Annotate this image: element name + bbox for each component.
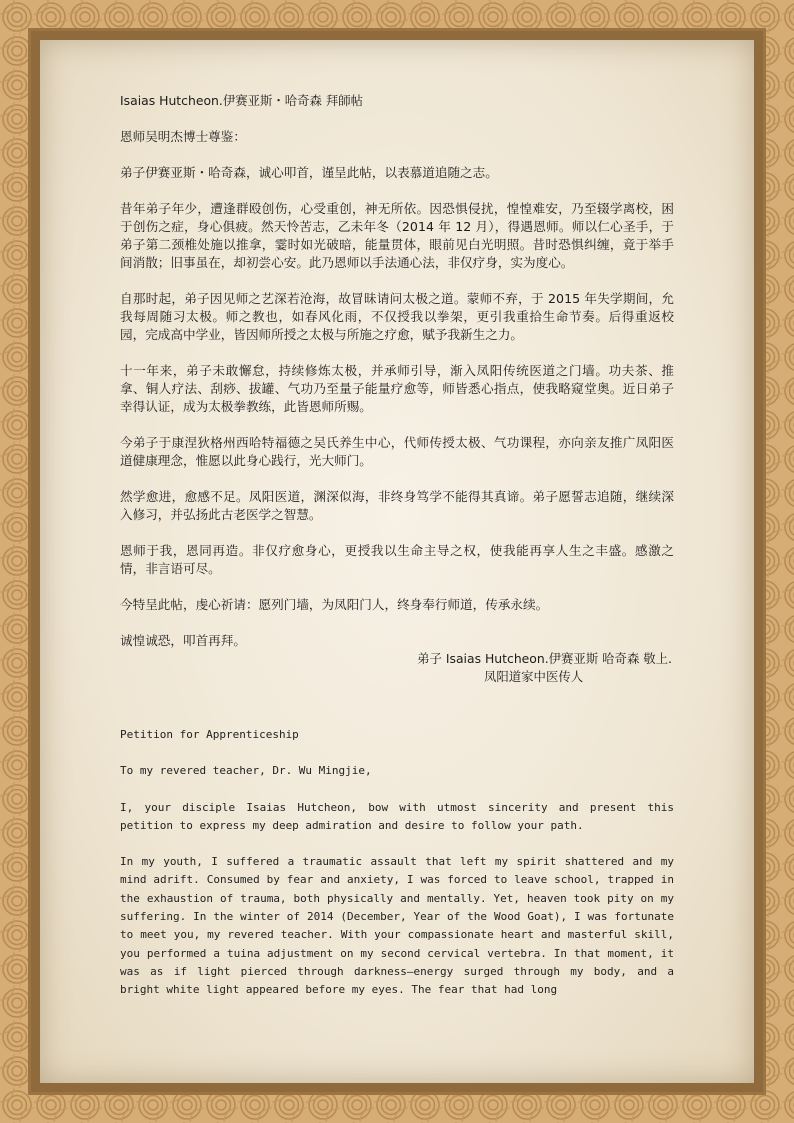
letter-body xyxy=(120,92,674,1000)
zh-salutation: 恩师吴明杰博士尊鉴： xyxy=(120,129,246,144)
en-title: Petition for Apprenticeship xyxy=(120,728,299,741)
zh-paragraph: 然学愈进，愈感不足。凤阳医道，渊深似海，非终身笃学不能得其真谛。弟子愿誓志追随，继续深入修习，并弘扬此古老医学之智慧。 xyxy=(120,489,674,522)
zh-paragraph: 今特呈此帖，虔心祈请：愿列门墙，为凤阳门人，终身奉行师道，传承永续。 xyxy=(120,597,549,612)
zh-paragraph: 自那时起，弟子因见师之艺深若沧海，故冒昧请问太极之道。蒙师不弃，于 2015 年失学期间，允我每周随习太极。师之教也，如春风化雨，不仅授我以拳架，更引我重拾生命节奏。后得重返校园，完成高中学业，皆因师所授之太极与所施之疗愈，赋予我新生之力。 xyxy=(120,291,674,342)
zh-paragraph: 弟子伊赛亚斯・哈奇森，诚心叩首，谨呈此帖，以表慕道追随之志。 xyxy=(120,165,498,180)
zh-paragraph: 十一年来，弟子未敢懈怠，持续修炼太极，并承师引导，渐入凤阳传统医道之门墙。功夫茶、推拿、铜人疗法、刮痧、拔罐、气功乃至量子能量疗愈等，师皆悉心指点，使我略窥堂奥。近日弟子幸得认证，成为太极拳教练，此皆恩师所赐。 xyxy=(120,363,674,414)
zh-signature: 弟子 Isaias Hutcheon.伊赛亚斯 哈奇森 敬上. xyxy=(417,651,672,666)
zh-signature-title: 凤阳道家中医传人 xyxy=(484,669,584,684)
zh-closing: 诚惶诚恐，叩首再拜。 xyxy=(120,633,246,648)
en-salutation: To my revered teacher, Dr. Wu Mingjie, xyxy=(120,764,372,778)
zh-paragraph: 今弟子于康涅狄格州西哈特福德之吴氏养生中心，代师传授太极、气功课程，亦向亲友推广凤阳医道健康理念，惟愿以此身心践行，光大师门。 xyxy=(120,435,674,468)
zh-paragraph: 昔年弟子年少，遭逢群殴创伤，心受重创，神无所依。因恐惧侵扰，惶惶难安，乃至辍学离校，困于创伤之症，身心俱疲。然天怜苦志，乙未年冬（2014 年 12 月），得遇恩师。师以仁心圣手，于弟子第二颈椎处施以推拿，霎时如光破暗，能量贯体，眼前见白光明照。昔时恐惧纠缠，竟于举手间消散；旧事虽在，却初尝心安。此乃恩师以手法通心法，非仅疗身，实为度心。 xyxy=(120,201,674,270)
zh-paragraph: 恩师于我，恩同再造。非仅疗愈身心，更授我以生命主导之权，使我能再享人生之丰盛。感激之情，非言语可尽。 xyxy=(120,543,674,576)
en-paragraph: In my youth, I suffered a traumatic assault that left my spirit shattered and my mind adrift. Consumed by fear and anxiety, I was forced to leave school, trapped in the exhaustion of trauma, both physically and mentally. Yet, heaven took pity on my suffering. In the winter of 2014 (December, Year of the Wood Goat), I was fortunate to meet you, my revered teacher. With your compassionate heart and masterful skill, you performed a tuina adjustment on my second cervical vertebra. In that moment, it was as if light pierced through darkness—energy surged through my body, and a bright white light appeared before my eyes. The fear that had long xyxy=(120,855,674,997)
en-paragraph: I, your disciple Isaias Hutcheon, bow with utmost sincerity and present this petition to express my deep admiration and desire to follow your path. xyxy=(120,800,674,832)
zh-title: Isaias Hutcheon.伊赛亚斯・哈奇森 拜師帖 xyxy=(120,93,364,108)
